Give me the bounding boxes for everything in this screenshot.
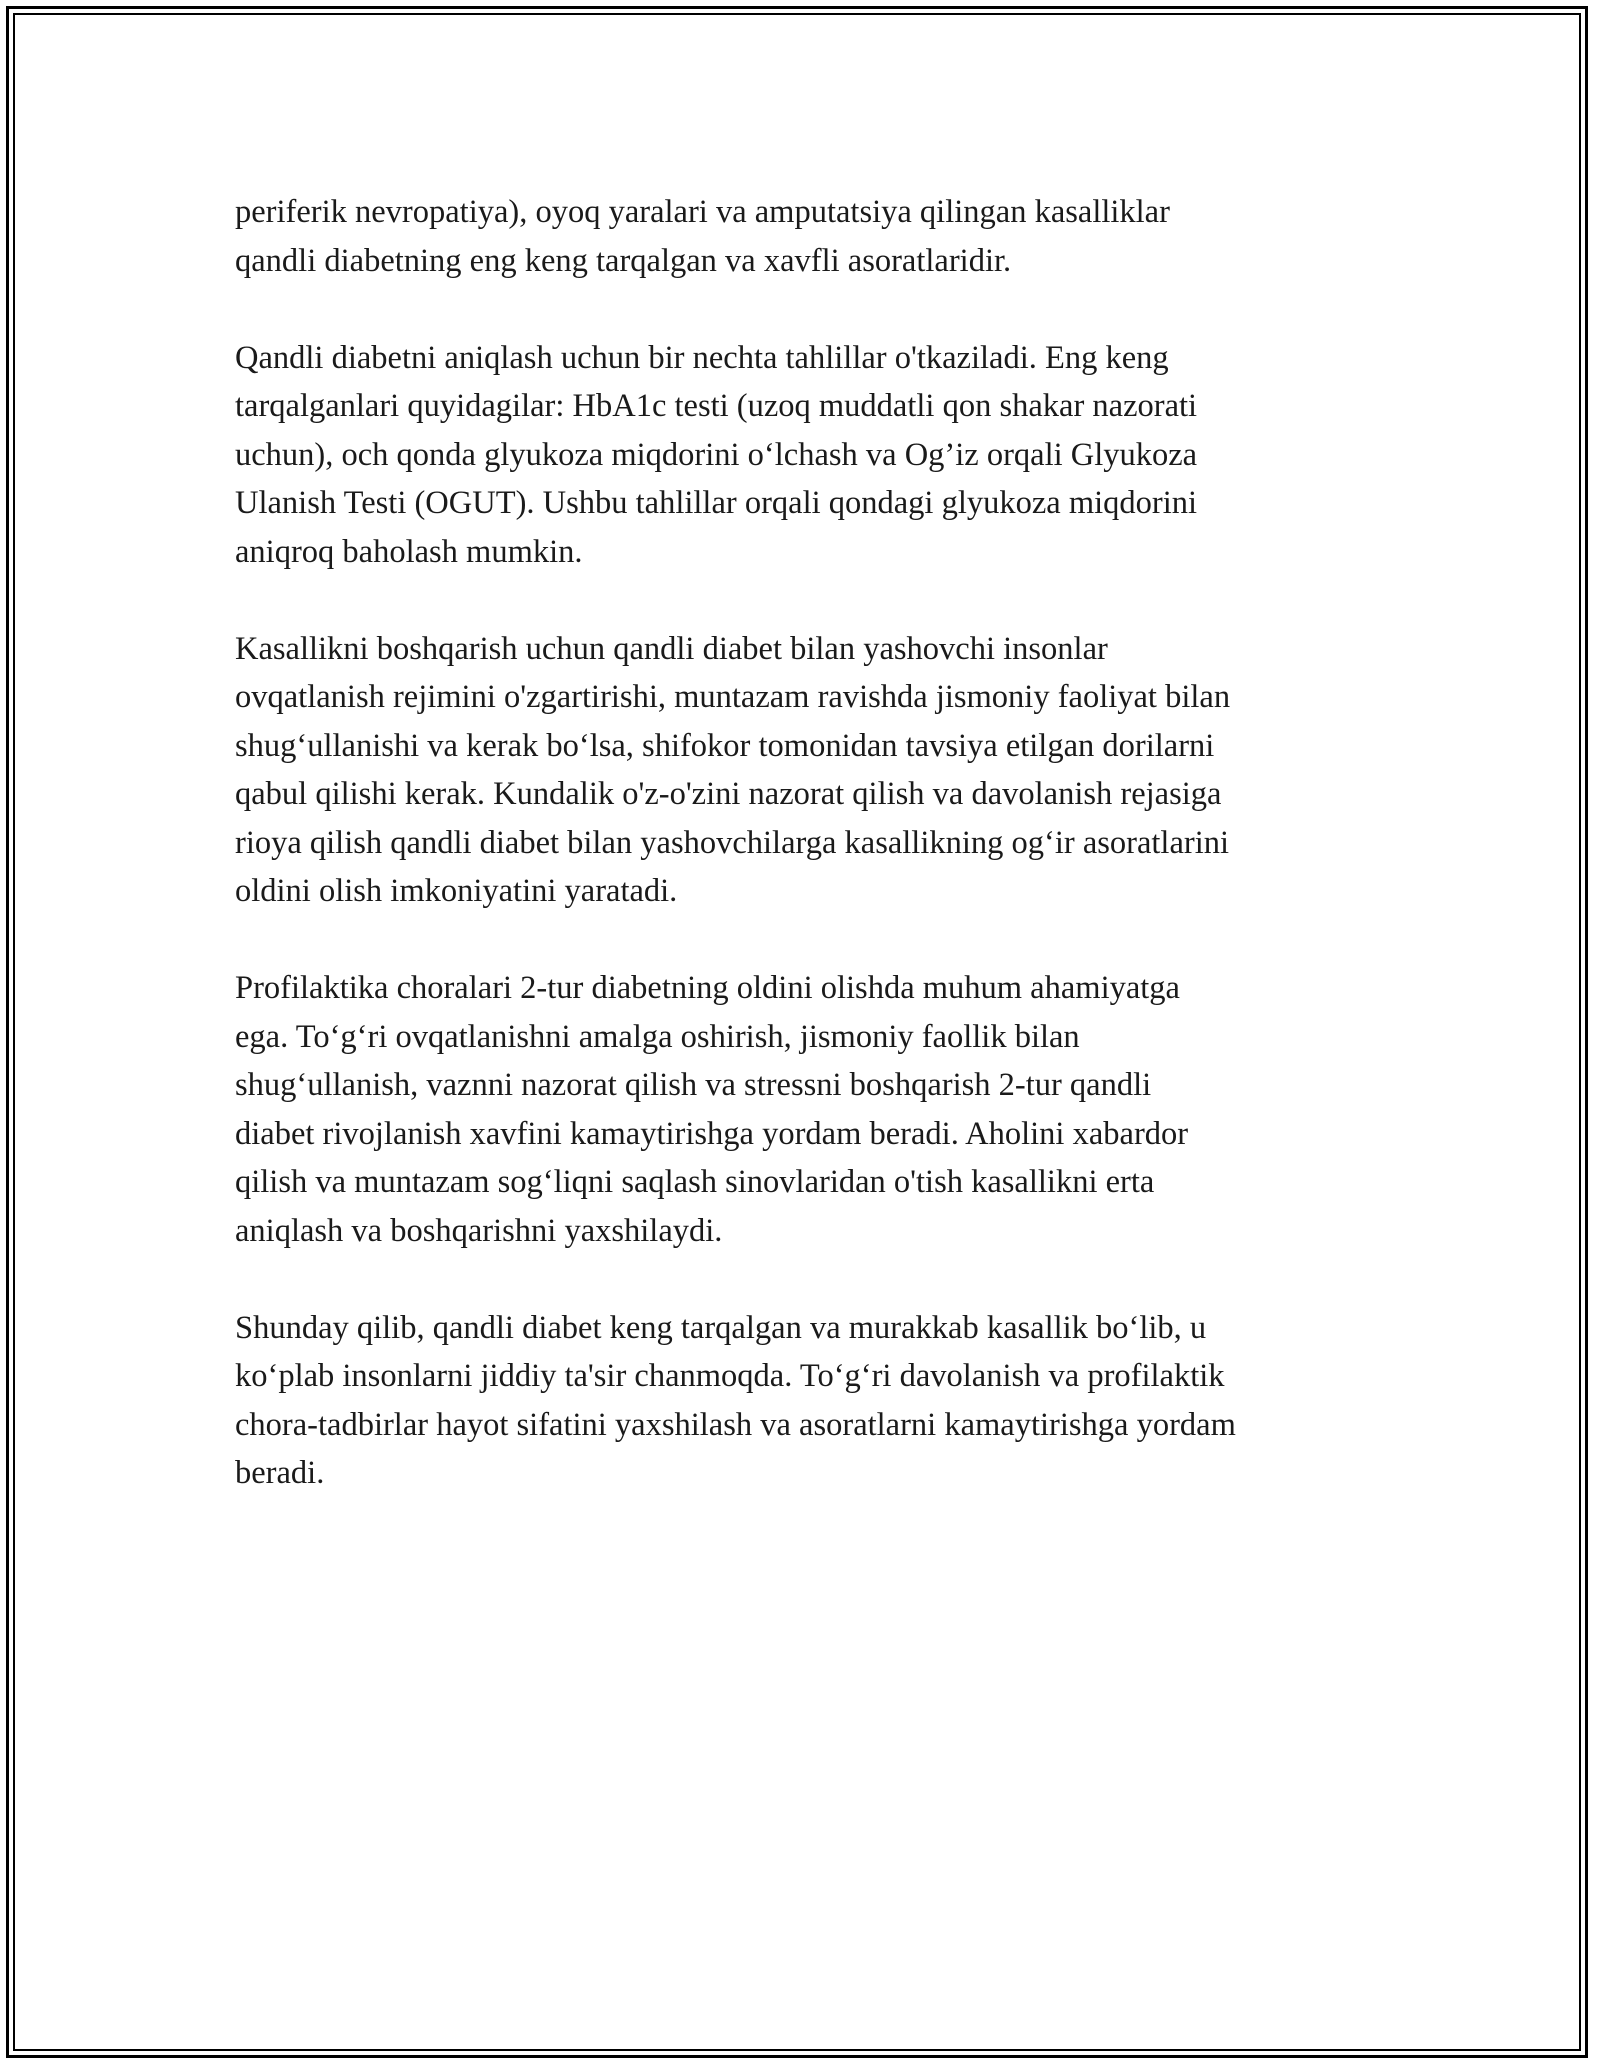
document-body: [235, 188, 1385, 1498]
text-line: Profilaktika choralari 2-tur diabetning oldini olishda muhum ahamiyatga: [235, 970, 1180, 1006]
text-line: qilish va muntazam sog‘liqni saqlash sinovlaridan o'tish kasallikni erta: [235, 1164, 1155, 1200]
text-line: ega. To‘g‘ri ovqatlanishni amalga oshirish, jismoniy faollik bilan: [235, 1018, 1080, 1055]
text-line: diabet rivojlanish xavfini kamaytirishga yordam beradi. Aholini xabardor: [235, 1115, 1189, 1152]
text-line: shug‘ullanish, vaznni nazorat qilish va stressni boshqarish 2-tur qandli: [235, 1067, 1152, 1103]
paragraph-prevention: [235, 964, 1385, 1255]
text-line: shug‘ullanishi va kerak bo‘lsa, shifokor tomonidan tavsiya etilgan dorilarni: [235, 727, 1215, 764]
text-line: Qandli diabetni aniqlash uchun bir nechta tahlillar o'tkaziladi. Eng keng: [235, 339, 1169, 376]
paragraph-complications: [235, 188, 1385, 285]
text-line: periferik nevropatiya), oyoq yaralari va amputatsiya qilingan kasalliklar: [235, 194, 1170, 230]
paragraph-conclusion: [235, 1304, 1385, 1498]
text-line: qabul qilishi kerak. Kundalik o'z-o'zini nazorat qilish va davolanish rejasiga: [235, 776, 1222, 812]
text-line: beradi.: [235, 1455, 325, 1491]
text-line: chora-tadbirlar hayot sifatini yaxshilash va asoratlarni kamaytirishga yordam: [235, 1406, 1236, 1443]
text-line: Ulanish Testi (OGUT). Ushbu tahlillar orqali qondagi glyukoza miqdorini: [235, 485, 1198, 521]
text-line: Kasallikni boshqarish uchun qandli diabet bilan yashovchi insonlar: [235, 630, 1108, 667]
text-line: Shunday qilib, qandli diabet keng tarqalgan va murakkab kasallik bo‘lib, u: [235, 1309, 1207, 1346]
text-line: aniqlash va boshqarishni yaxshilaydi.: [235, 1212, 723, 1249]
text-line: ko‘plab insonlarni jiddiy ta'sir chanmoqda. To‘g‘ri davolanish va profilaktik: [235, 1358, 1225, 1394]
text-line: oldini olish imkoniyatini yaratadi.: [235, 873, 678, 909]
text-line: rioya qilish qandli diabet bilan yashovchilarga kasallikning og‘ir asoratlarini: [235, 824, 1230, 861]
text-line: ovqatlanish rejimini o'zgartirishi, muntazam ravishda jismoniy faoliyat bilan: [235, 679, 1231, 715]
text-line: uchun), och qonda glyukoza miqdorini o‘lchash va Og’iz orqali Glyukoza: [235, 436, 1198, 473]
text-line: aniqroq baholash mumkin.: [235, 533, 583, 570]
paragraph-management: [235, 625, 1385, 916]
text-line: tarqalganlari quyidagilar: HbA1c testi (uzoq muddatli qon shakar nazorati: [235, 388, 1198, 424]
text-line: qandli diabetning eng keng tarqalgan va xavfli asoratlaridir.: [235, 242, 1012, 279]
paragraph-diagnosis: [235, 334, 1385, 577]
